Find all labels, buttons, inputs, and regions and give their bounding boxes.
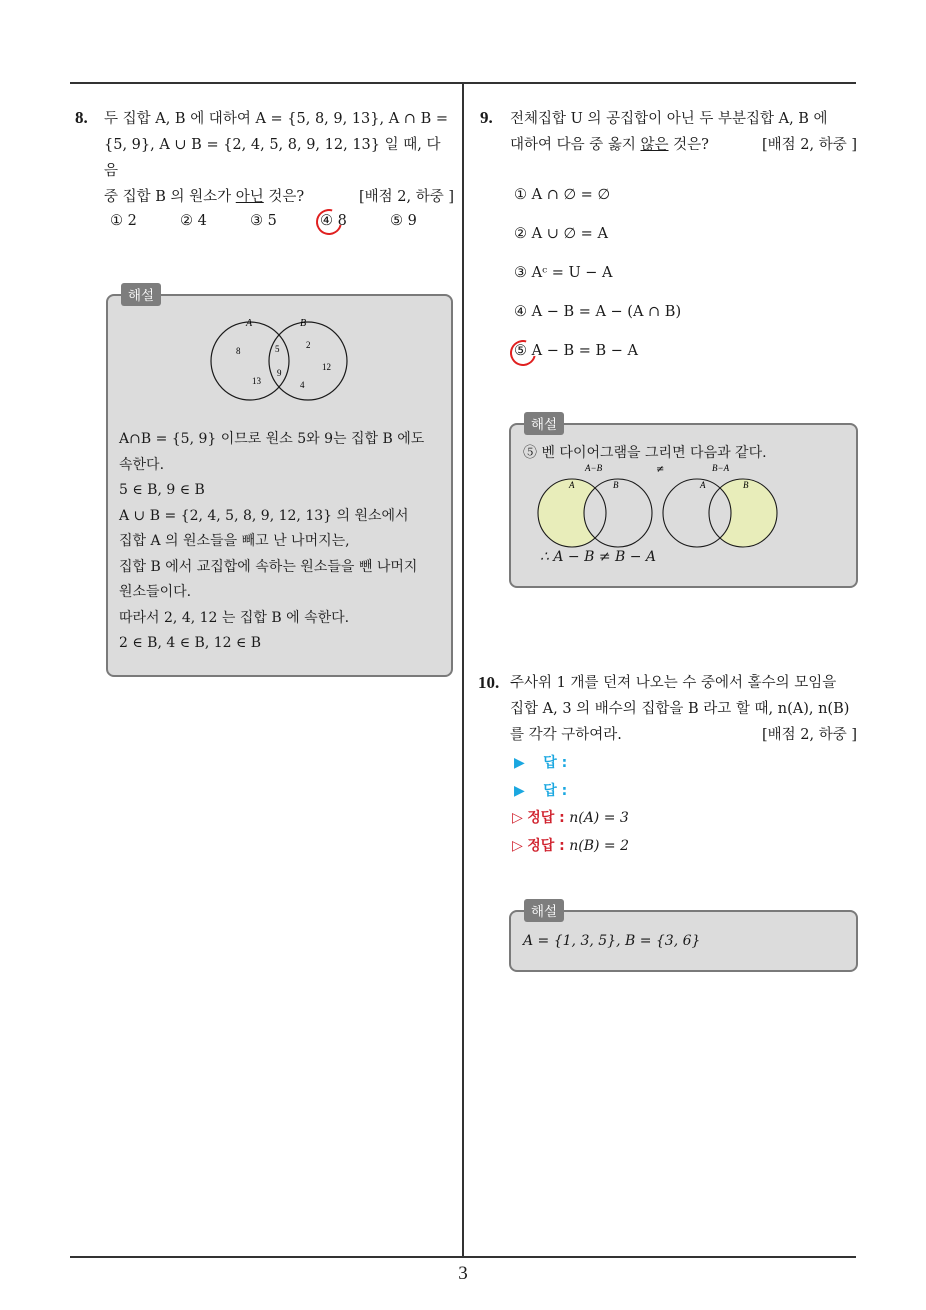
q9-choice-2[interactable]: ② A ∪ ∅ = A bbox=[514, 226, 608, 242]
question-9-number: 9. bbox=[480, 108, 493, 127]
q10-line1: 주사위 1 개를 던져 나오는 수 중에서 홀수의 모임을 bbox=[510, 675, 837, 691]
play-triangle-icon: ▶ bbox=[514, 783, 525, 799]
q9-line2-post: 것은? bbox=[668, 137, 709, 153]
correct-answer-2: n(B) = 2 bbox=[569, 838, 629, 854]
q8-choice-2[interactable]: ② 4 bbox=[180, 213, 207, 229]
q8-line3 bbox=[104, 184, 454, 210]
column-divider bbox=[462, 82, 464, 1257]
q8-underlined-word: 아닌 bbox=[235, 189, 264, 205]
q9-line1: 전체집합 U 의 공집합이 아닌 두 부분집합 A, B 에 bbox=[510, 111, 828, 127]
correct-label: 정답 : bbox=[527, 810, 565, 826]
venn-label-b: B bbox=[300, 318, 307, 329]
question-10-text bbox=[510, 670, 857, 748]
question-10-number: 10. bbox=[478, 673, 500, 692]
question-8-number: 8. bbox=[75, 108, 88, 127]
q8-exp-line-8: 따라서 2, 4, 12 는 집합 B 에 속한다. bbox=[119, 609, 350, 626]
correct-answer-1: n(A) = 3 bbox=[569, 810, 629, 826]
correct-label: 정답 : bbox=[527, 838, 565, 854]
q10-answer-row-1 bbox=[514, 752, 692, 772]
q9-underlined-word: 않은 bbox=[640, 137, 669, 153]
q10-meta: [배점 2, 하중 ] bbox=[761, 727, 857, 743]
q8-line3-post: 것은? bbox=[263, 189, 305, 205]
q9-venn-diagrams bbox=[535, 458, 785, 550]
q9-choice-3[interactable]: ③ Aᶜ = U − A bbox=[514, 265, 613, 281]
right-label-a: A bbox=[700, 480, 706, 490]
venn-num-4: 4 bbox=[300, 380, 305, 390]
answer-label: 답 : bbox=[543, 755, 568, 771]
venn-num-12: 12 bbox=[322, 362, 331, 372]
q8-line3-pre: 중 집합 B 의 원소가 bbox=[104, 189, 236, 205]
q8-exp-line-1: A∩B = {5, 9} 이므로 원소 5와 9는 집합 B 에도 bbox=[119, 431, 425, 447]
venn-num-2: 2 bbox=[306, 340, 311, 350]
q9-answer-circle-mark bbox=[505, 335, 541, 371]
q8-explanation-text bbox=[119, 427, 449, 657]
q8-exp-line-9: 2 ∈ B, 4 ∈ B, 12 ∈ B bbox=[119, 635, 262, 651]
q8-choice-5[interactable]: ⑤ 9 bbox=[390, 213, 417, 229]
left-label-a: A bbox=[569, 480, 575, 490]
q10-answer-row-2 bbox=[514, 780, 692, 800]
q9-line2-pre: 대하여 다음 중 옳지 bbox=[510, 137, 641, 153]
q10-line3-text: 를 각각 구하여라. bbox=[510, 727, 622, 743]
page-number: 3 bbox=[458, 1263, 468, 1284]
q8-choice-3[interactable]: ③ 5 bbox=[250, 213, 277, 229]
set-b-circle bbox=[269, 322, 347, 400]
q8-meta: [배점 2, 하중 ] bbox=[358, 189, 454, 205]
q9-exp-line-1: ⑤ 벤 다이어그램을 그리면 다음과 같다. bbox=[523, 445, 767, 461]
venn-num-13: 13 bbox=[252, 376, 261, 386]
q10-correct-row-2 bbox=[512, 835, 629, 855]
q9-conclusion: ∴ A − B ≠ B − A bbox=[540, 549, 657, 565]
q8-exp-line-7: 원소들이다. bbox=[119, 584, 192, 600]
q10-line2: 집합 A, 3 의 배수의 집합을 B 라고 할 때, n(A), n(B) bbox=[510, 701, 850, 717]
q10-explanation-tag: 해설 bbox=[524, 899, 564, 922]
q9-choice-5[interactable]: ⑤ A − B = B − A bbox=[514, 343, 638, 359]
venn-label-a: A bbox=[246, 318, 253, 329]
right-label-b: B bbox=[743, 480, 749, 490]
q8-venn-diagram bbox=[200, 314, 360, 410]
venn-num-9: 9 bbox=[277, 368, 282, 378]
label-b-minus-a: B−A bbox=[712, 463, 730, 473]
q10-correct-row-1 bbox=[512, 807, 629, 827]
venn-num-5: 5 bbox=[275, 344, 280, 354]
q9-meta: [배점 2, 하중 ] bbox=[761, 137, 857, 153]
q8-choice-1[interactable]: ① 2 bbox=[110, 213, 137, 229]
q8-exp-line-6: 집합 B 에서 교집합에 속하는 원소들을 뺀 나머지 bbox=[119, 558, 418, 575]
answer-label: 답 : bbox=[543, 783, 568, 799]
play-triangle-icon: ▶ bbox=[514, 755, 525, 771]
left-label-b: B bbox=[613, 480, 619, 490]
q8-exp-line-2: 속한다. bbox=[119, 456, 165, 473]
q8-choice-4[interactable]: ④ 8 bbox=[320, 213, 347, 229]
q9-choice-4[interactable]: ④ A − B = A − (A ∩ B) bbox=[514, 304, 682, 320]
q9-explanation-tag: 해설 bbox=[524, 412, 564, 435]
bottom-rule bbox=[70, 1256, 856, 1258]
set-a-circle bbox=[211, 322, 289, 400]
q8-line1: 두 집합 A, B 에 대하여 A = {5, 8, 9, 13}, A ∩ B = bbox=[104, 111, 448, 127]
label-a-minus-b: A−B bbox=[585, 463, 603, 473]
question-9-text bbox=[510, 106, 857, 158]
q9-choice-1[interactable]: ① A ∩ ∅ = ∅ bbox=[514, 187, 611, 203]
outline-triangle-icon: ▷ bbox=[512, 838, 523, 854]
q8-explanation-tag: 해설 bbox=[121, 283, 161, 306]
q10-exp-line-1: A = {1, 3, 5}, B = {3, 6} bbox=[523, 933, 701, 949]
venn-num-8: 8 bbox=[236, 346, 241, 356]
q10-line3 bbox=[510, 722, 857, 748]
outline-triangle-icon: ▷ bbox=[512, 810, 523, 826]
label-not-equal: ≠ bbox=[656, 464, 665, 475]
q8-exp-line-3: 5 ∈ B, 9 ∈ B bbox=[119, 482, 205, 498]
q8-line2: {5, 9}, A ∪ B = {2, 4, 5, 8, 9, 12, 13} 일 때, 다음 bbox=[104, 137, 441, 179]
q8-exp-line-4: A ∪ B = {2, 4, 5, 8, 9, 12, 13} 의 원소에서 bbox=[119, 507, 409, 524]
question-8-text bbox=[104, 106, 454, 210]
q8-exp-line-5: 집합 A 의 원소들을 빼고 난 나머지는, bbox=[119, 533, 350, 549]
q9-line2 bbox=[510, 132, 857, 158]
